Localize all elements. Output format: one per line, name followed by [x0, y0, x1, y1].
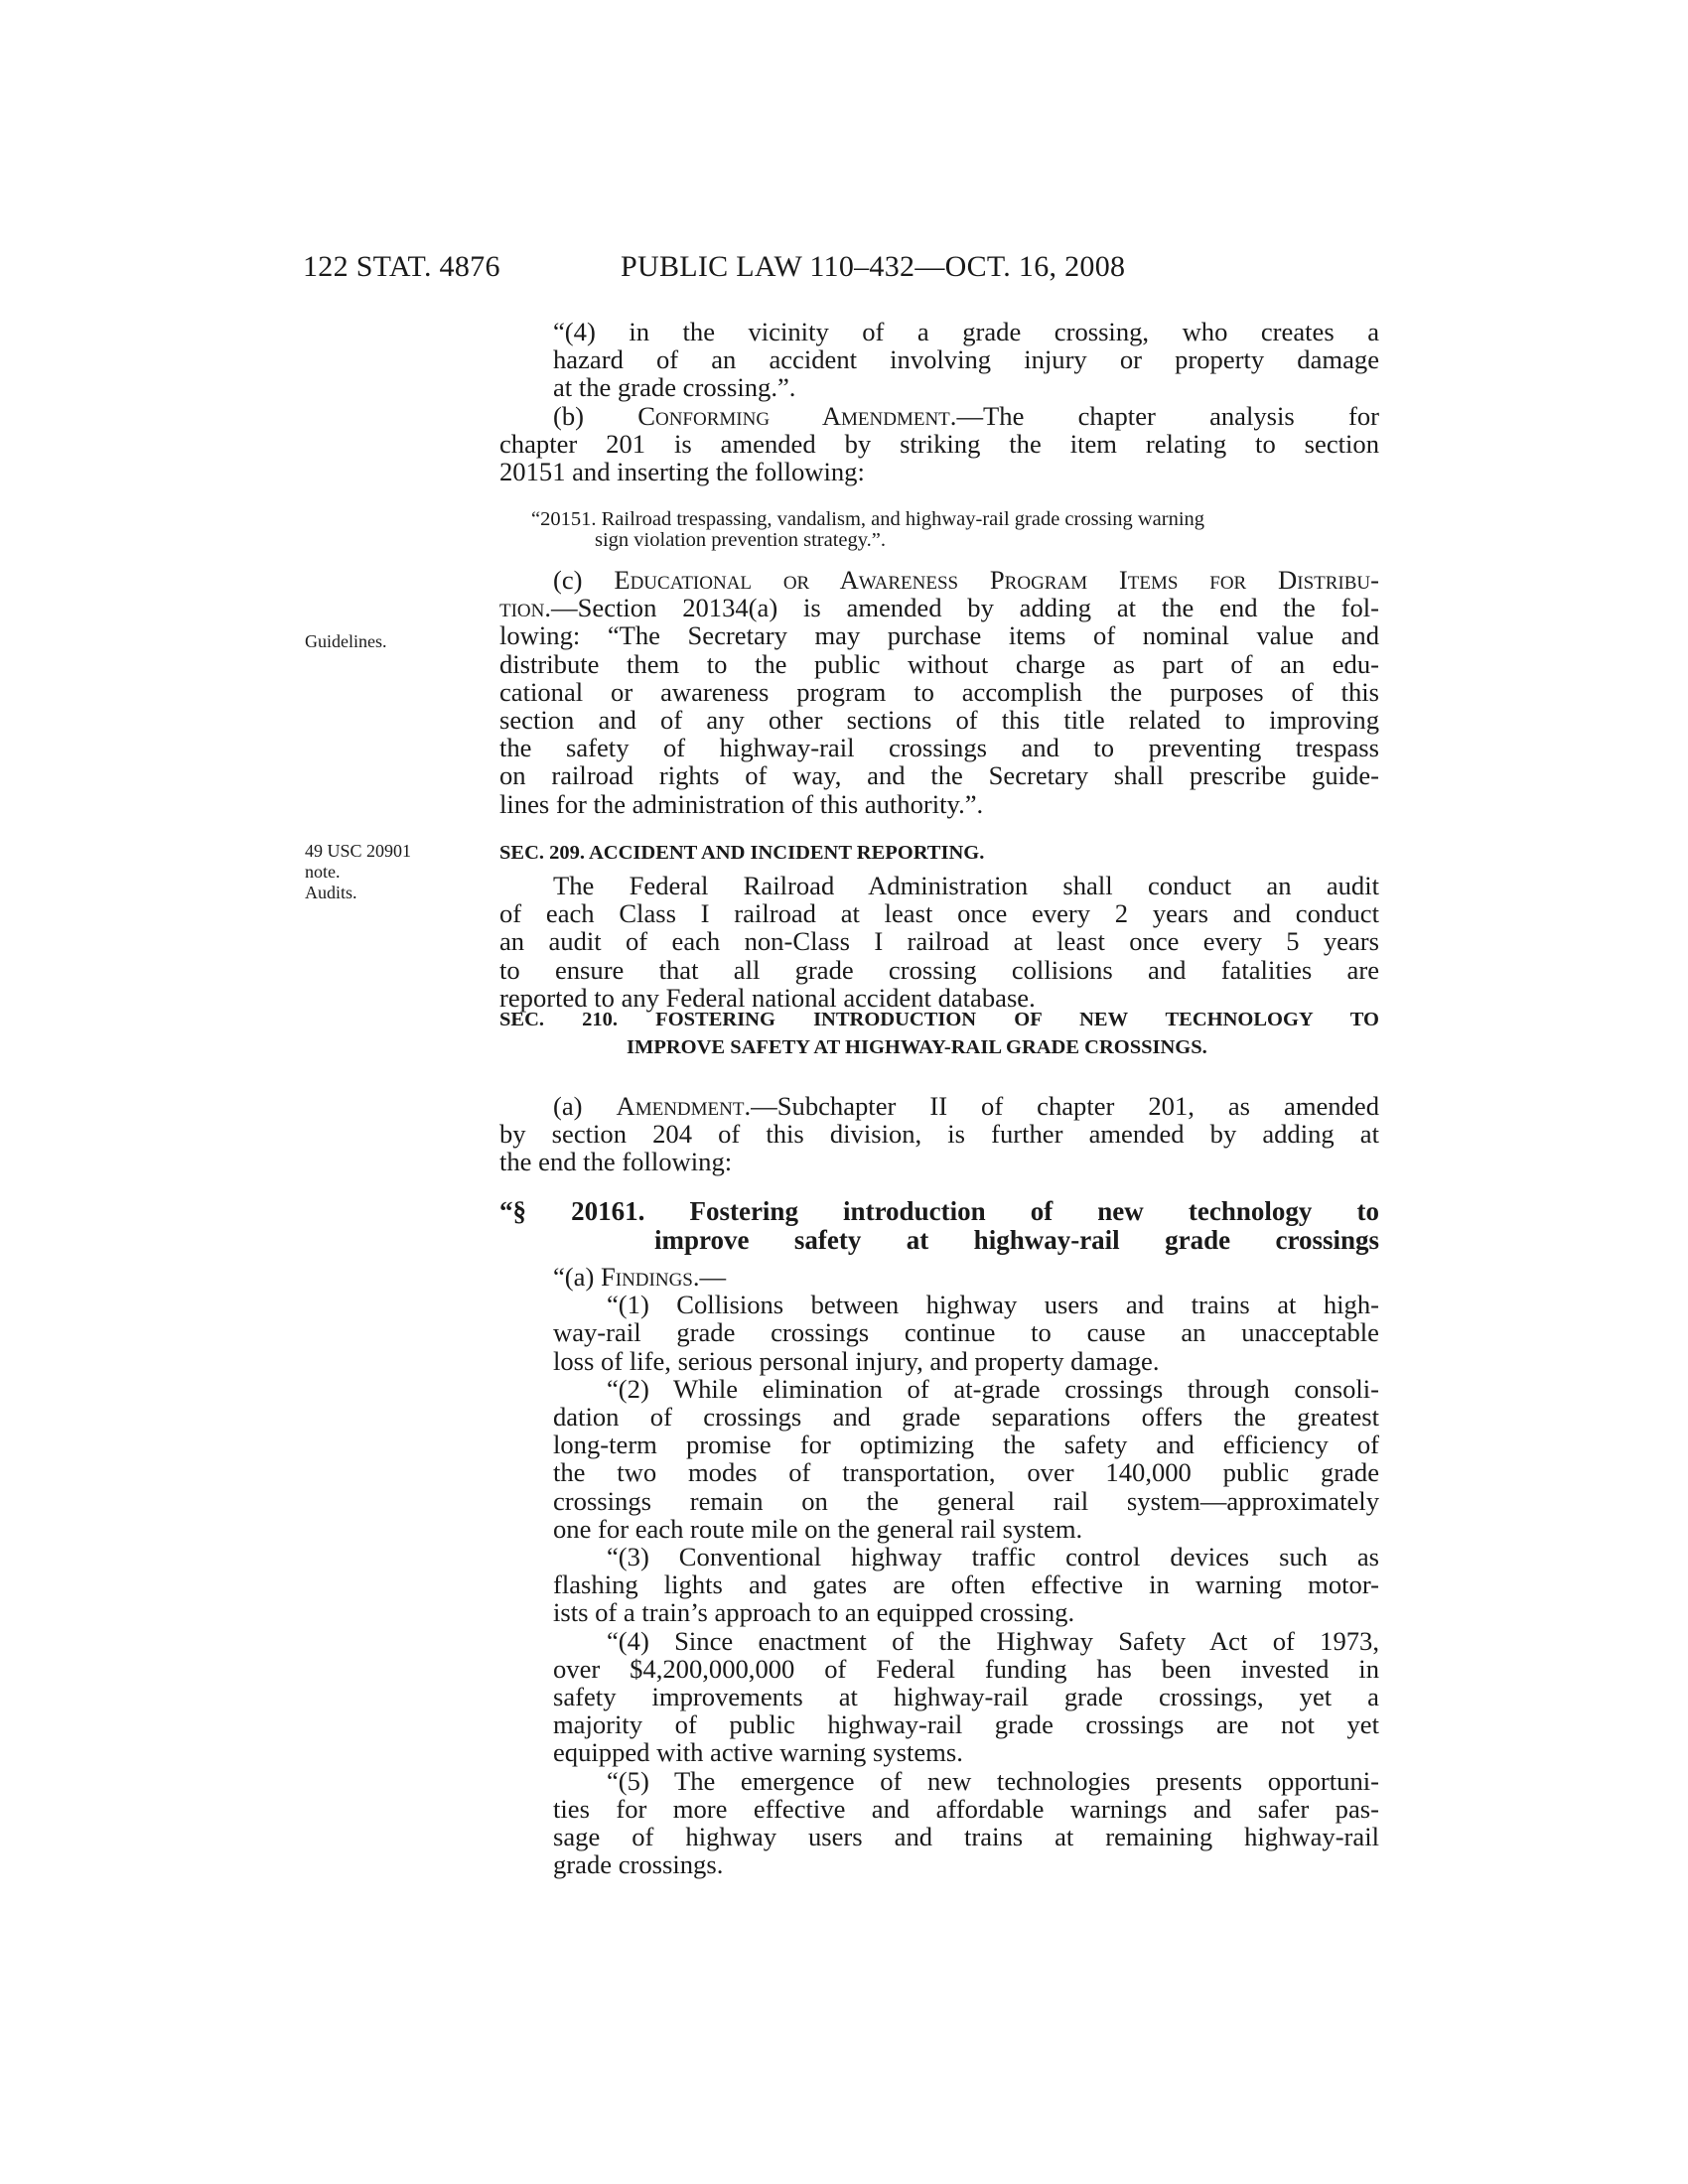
text-line: grade crossings. [553, 1849, 724, 1880]
subsection-a-first-line [499, 1092, 1379, 1120]
section-20161-heading-line2: improve safety at highway-rail grade crossings [654, 1225, 1379, 1255]
text-line: safety improvements at highway-rail grade crossings, yet a [553, 1682, 1379, 1712]
text-line: at the grade crossing.”. [553, 372, 796, 403]
section-20161-heading-line1: “§ 20161. Fostering introduction of new technology to [499, 1196, 1379, 1226]
text-line: ists of a train’s approach to an equipped crossing. [553, 1597, 1075, 1628]
text-line: by section 204 of this division, is further amended by adding at [499, 1119, 1379, 1150]
subsection-c [499, 566, 1379, 818]
text-line: one for each route mile on the general rail system. [553, 1513, 1083, 1544]
text-line: “20151. Railroad trespassing, vandalism, and highway-rail grade crossing warning [531, 508, 1205, 530]
text-line: way-rail grade crossings continue to cause an unacceptable [553, 1317, 1379, 1348]
findings-dash: .— [692, 1262, 727, 1292]
text-line: loss of life, serious personal injury, and property damage. [553, 1345, 1160, 1376]
subsection-b-text: .—The chapter analysis for [949, 400, 1379, 431]
section-210-heading-line1: SEC. 210. FOSTERING INTRODUCTION OF NEW TECHNOLOGY TO [499, 1009, 1379, 1030]
subsection-a-label: (a) [553, 1091, 617, 1121]
text-line: hazard of an accident involving injury or property damage [553, 344, 1379, 375]
text-line: distribute them to the public without charge as part of an edu- [499, 648, 1379, 679]
finding-2-line1: “(2) While elimination of at-grade crossings through consoli- [607, 1373, 1379, 1404]
text-line: an audit of each non-Class I railroad at least once every 5 years [499, 926, 1379, 957]
findings-heading [499, 1263, 1379, 1291]
text-line: the safety of highway-rail crossings and to preventing trespass [499, 733, 1379, 763]
text-line: crossings remain on the general rail system—approximately [553, 1485, 1379, 1516]
text-line: The Federal Railroad Administration shall conduct an audit [553, 871, 1379, 900]
findings [499, 1263, 1379, 1878]
text-line: section and of any other sections of this title related to improving [499, 705, 1379, 736]
section-209-body [499, 872, 1379, 1012]
text-line: sign violation prevention strategy.”. [595, 529, 887, 551]
text-line: 20151 and inserting the following: [499, 457, 865, 487]
subsection-c-second-line [499, 594, 1379, 621]
findings-label: “(a) [553, 1262, 601, 1292]
text-line: reported to any Federal national accident database. [499, 982, 1036, 1013]
text-line: ties for more effective and affordable warnings and safer pas- [553, 1793, 1379, 1824]
text-line: “(4) in the vicinity of a grade crossing, who creates a [553, 317, 1379, 346]
text-line: cational or awareness program to accomplish the purposes of this [499, 676, 1379, 707]
text-line: to ensure that all grade crossing collisions and fatalities are [499, 954, 1379, 985]
text-line: majority of public highway-rail grade crossings are not yet [553, 1709, 1379, 1740]
text-line: of each Class I railroad at least once every 2 years and conduct [499, 898, 1379, 929]
subsection-c-heading-cont: tion [499, 593, 545, 623]
finding-5-line1: “(5) The emergence of new technologies presents opportuni- [607, 1765, 1379, 1796]
finding-3-line1: “(3) Conventional highway traffic control devices such as [607, 1542, 1379, 1572]
text-line: sage of highway users and trains at remaining highway-rail [553, 1822, 1379, 1852]
finding-4-line1: “(4) Since enactment of the Highway Safety Act of 1973, [607, 1625, 1379, 1656]
margin-note-guidelines: Guidelines. [305, 631, 387, 651]
margin-note-usc-line2: note. [305, 862, 341, 882]
subsection-a-text: .—Subchapter II of chapter 201, as amended [744, 1091, 1379, 1121]
margin-note-usc [305, 841, 411, 903]
subsection-a-heading: Amendment [616, 1091, 745, 1121]
text-line: on railroad rights of way, and the Secretary shall prescribe guide- [499, 760, 1379, 791]
paragraph-4-continuation [499, 318, 1379, 485]
statute-page-number: 122 STAT. 4876 [303, 250, 500, 283]
text-line: flashing lights and gates are often effective in warning motor- [553, 1570, 1379, 1600]
text-line: the two modes of transportation, over 140,000 public grade [553, 1457, 1379, 1488]
finding-1-line1: “(1) Collisions between highway users and trains at high- [607, 1290, 1379, 1320]
section-20161-heading [499, 1197, 1379, 1255]
section-210-heading [499, 1006, 1379, 1061]
chapter-analysis-item [531, 509, 1375, 551]
subsection-b-first-line [499, 402, 1379, 430]
running-header-title: PUBLIC LAW 110–432—OCT. 16, 2008 [621, 250, 1126, 283]
text-line: dation of crossings and grade separations offers the greatest [553, 1402, 1379, 1433]
text-line: lowing: “The Secretary may purchase items of nominal value and [499, 620, 1379, 651]
section-209-heading: SEC. 209. ACCIDENT AND INCIDENT REPORTING. [499, 842, 985, 864]
findings-title: Findings [600, 1262, 693, 1292]
subsection-c-label: (c) [553, 565, 615, 595]
section-210-subsection-a [499, 1092, 1379, 1176]
subsection-c-first-line [499, 566, 1379, 594]
section-210-heading-line2: IMPROVE SAFETY AT HIGHWAY-RAIL GRADE CROSSINGS. [627, 1036, 1207, 1058]
text-line: lines for the administration of this authority.”. [499, 788, 984, 819]
text-line: the end the following: [499, 1147, 733, 1177]
subsection-c-text: .—Section 20134(a) is amended by adding at the end the fol- [544, 593, 1379, 623]
text-line: chapter 201 is amended by striking the item relating to section [499, 428, 1379, 459]
subsection-b-label: (b) [553, 400, 638, 431]
text-line: long-term promise for optimizing the safety and efficiency of [553, 1430, 1379, 1460]
text-line: equipped with active warning systems. [553, 1737, 963, 1768]
text-line: over $4,200,000,000 of Federal funding has been invested in [553, 1653, 1379, 1684]
margin-note-usc-line1: 49 USC 20901 [305, 841, 412, 861]
subsection-c-heading: Educational or Awareness Program Items for Distribu- [614, 565, 1379, 595]
margin-note-audits: Audits. [305, 883, 357, 902]
subsection-b-heading: Conforming Amendment [637, 400, 950, 431]
